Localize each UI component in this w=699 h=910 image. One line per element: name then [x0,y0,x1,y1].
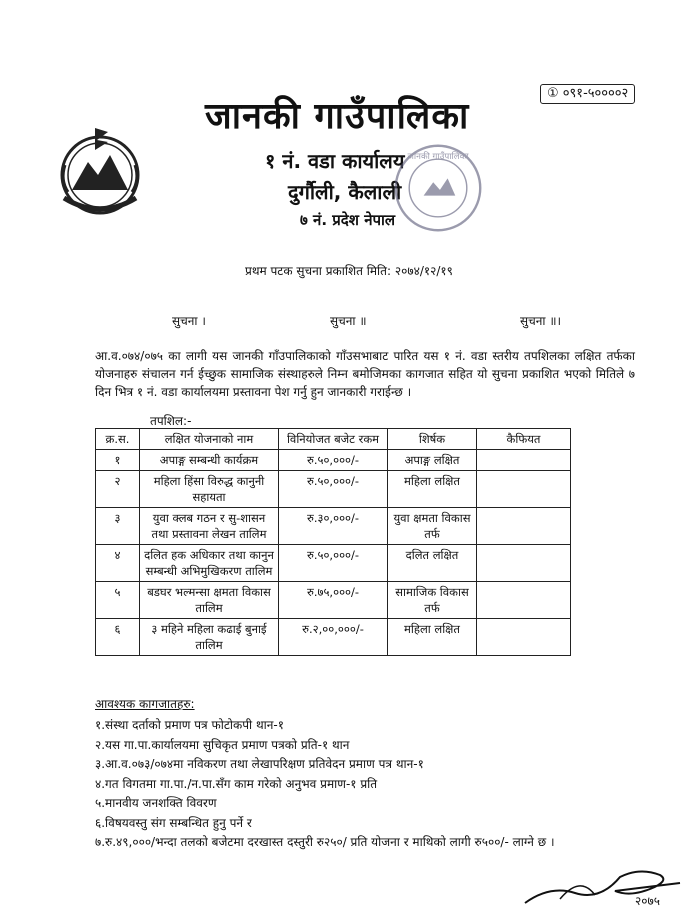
list-item: ४.गत विगतमा गा.पा./न.पा.सँग काम गरेको अनुभव प्रमाण-१ प्रति [95,776,378,791]
cell-serial: ३ [96,508,140,545]
cell-remarks [477,471,571,508]
cell-heading: महिला लक्षित [388,471,477,508]
cell-program: ३ महिने महिला कढाई बुनाई तालिम [140,619,279,656]
table-row [96,545,571,582]
col-header-budget: विनियोजत बजेट रकम [279,429,388,450]
table-row [96,471,571,508]
nepal-emblem-icon [50,120,150,220]
list-item: २.यस गा.पा.कार्यालयमा सुचिकृत प्रमाण पत्रको प्रति-१ थान [95,737,350,752]
cell-program: अपाङ्ग सम्बन्धी कार्यक्रम [140,450,279,471]
cell-remarks [477,582,571,619]
notice-heading-2: सुचना ॥ [330,314,367,328]
cell-budget: रु.५०,०००/- [279,471,388,508]
table-row [96,508,571,545]
svg-text:जानकी गाउँपालिका: जानकी गाउँपालिका [407,152,469,163]
cell-heading: महिला लक्षित [388,619,477,656]
office-stamp-icon [390,140,486,236]
cell-budget: रु.२,००,०००/- [279,619,388,656]
list-item: ५.मानवीय जनशक्ति विवरण [95,796,217,810]
col-header-remarks: कैफियत [477,429,571,450]
province-line: ७ नं. प्रदेश नेपाल [300,211,396,229]
cell-budget: रु.५०,०००/- [279,450,388,471]
ward-office-name: १ नं. वडा कार्यालय [265,149,405,173]
cell-remarks [477,508,571,545]
reference-number: ① ०९१-५००००२ [540,84,635,104]
cell-serial: २ [96,471,140,508]
municipality-title: जानकी गाउँपालिका [205,96,470,137]
cell-budget: रु.३०,०००/- [279,508,388,545]
col-header-program: लक्षित योजनाको नाम [140,429,279,450]
program-table [95,428,571,656]
table-row [96,582,571,619]
cell-program: दलित हक अधिकार तथा कानुन सम्बन्धी अभिमुखिकरण तालिम [140,545,279,582]
office-location: दुर्गौली, कैलाली [288,180,402,204]
col-header-heading: शिर्षक [388,429,477,450]
table-row [96,619,571,656]
table-label: तपशिल:- [150,414,192,428]
notice-heading-3: सुचना ॥। [520,314,562,328]
cell-heading: दलित लक्षित [388,545,477,582]
cell-budget: रु.५०,०००/- [279,545,388,582]
notice-heading-1: सुचना । [172,314,206,328]
cell-heading: अपाङ्ग लक्षित [388,450,477,471]
signature-icon [520,855,690,910]
cell-program: महिला हिंसा विरुद्ध कानुनी सहायता [140,471,279,508]
cell-program: युवा क्लब गठन र सु-शासन तथा प्रस्तावना लेखन तालिम [140,508,279,545]
list-item: ६.विषयवस्तु संग सम्बन्धित हुनु पर्ने र [95,815,252,830]
cell-heading: सामाजिक विकास तर्फ [388,582,477,619]
col-header-serial: क्र.स. [96,429,140,450]
table-row [96,450,571,471]
cell-remarks [477,450,571,471]
table-header-row [96,429,571,450]
cell-serial: १ [96,450,140,471]
cell-serial: ६ [96,619,140,656]
cell-program: बडघर भल्मन्सा क्षमता विकास तालिम [140,582,279,619]
cell-budget: रु.७५,०००/- [279,582,388,619]
required-documents-list [95,716,555,853]
list-item: ७.रु.४९,०००/भन्दा तलको बजेटमा दरखास्त दस्तुरी रु२५०/ प्रति योजना र माथिको लागी रु५००/- लाग्ने छ । [95,835,555,849]
cell-serial: ४ [96,545,140,582]
publication-date: प्रथम पटक सुचना प्रकाशित मिति: २०७४/१२/१९ [245,264,453,278]
notice-body: आ.व.०७४/०७५ का लागी यस जानकी गाँउपालिकाको गाँउसभाबाट पारित यस १ नं. वडा स्तरीय तपशिलका लक्षित तर्फका योजनाहरु संचालन गर्न ईच्छुक सामाजिक संस्थाहरुले निम्न बमोजिमका कागजात सहित यो सुचना प्रकाशित भएको मितिले ७ दिन भित्र १ नं. वडा कार्यालयमा प्रस्तावना पेश गर्नु हुन जानकारी गराईन्छ । [95,349,635,399]
required-documents-title: आवश्यक कागजातहरु: [95,697,195,711]
list-item: १.संस्था दर्ताको प्रमाण पत्र फोटोकपी थान-१ [95,718,284,732]
cell-heading: युवा क्षमता विकास तर्फ [388,508,477,545]
cell-serial: ५ [96,582,140,619]
cell-remarks [477,545,571,582]
list-item: ३.आ.व.०७३/०७४मा नविकरण तथा लेखापरिक्षण प्रतिवेदन प्रमाण पत्र थान-१ [95,757,424,771]
svg-text:२०७५: २०७५ [635,894,660,908]
cell-remarks [477,619,571,656]
